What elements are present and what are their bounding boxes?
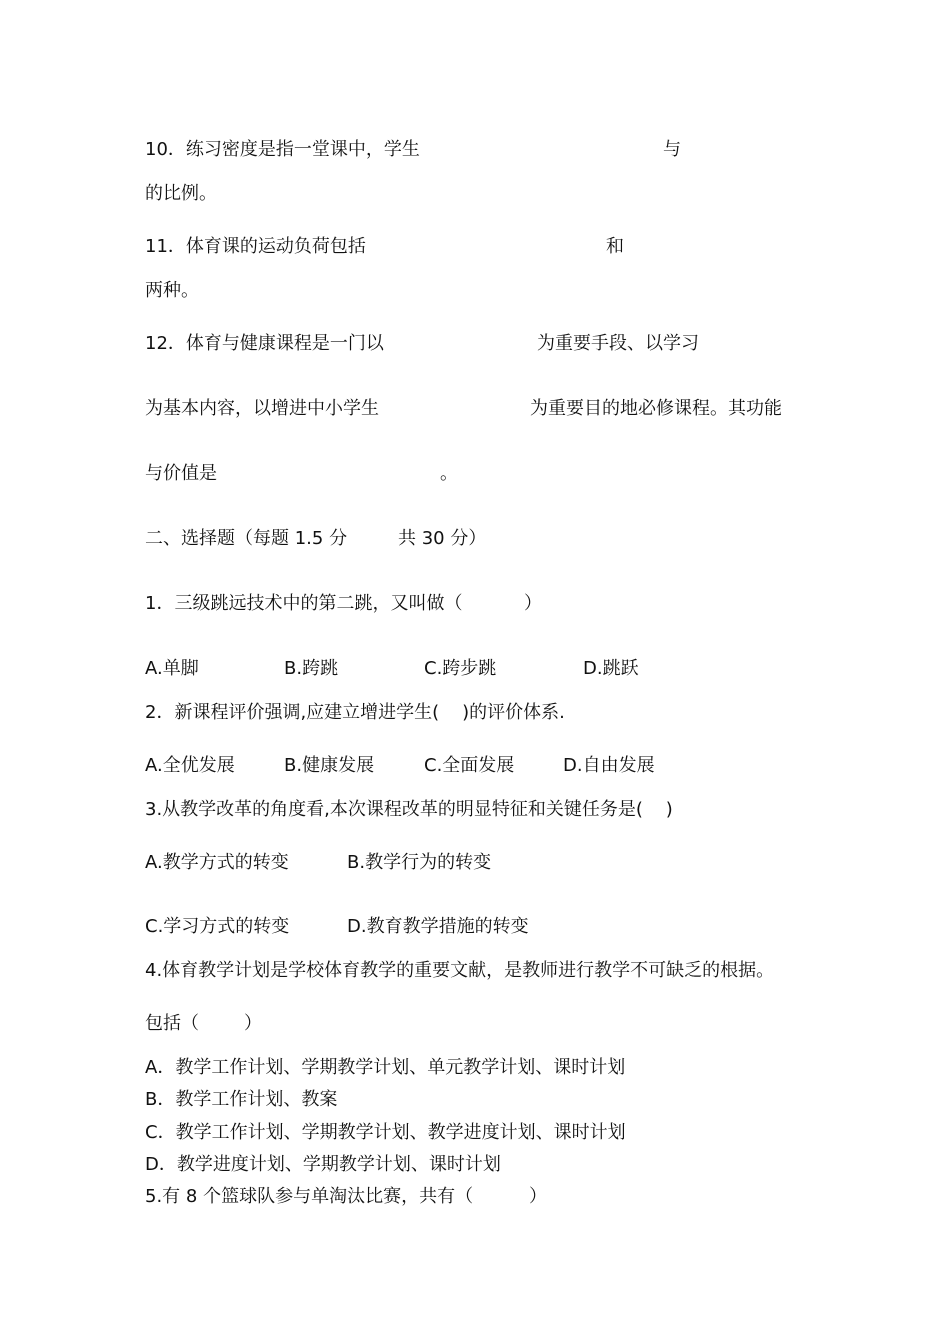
choice-q3-option-b: B.教学行为的转变 xyxy=(347,852,492,873)
choice-q2-option-a: A.全优发展 xyxy=(145,755,235,776)
choice-q4-stem: 4.体育教学计划是学校体育教学的重要文献，是教师进行教学不可缺乏的根据。 xyxy=(145,960,775,981)
choice-q2-option-d: D.自由发展 xyxy=(563,755,655,776)
choice-q1-option-b: B.跨跳 xyxy=(284,658,339,679)
choice-q3-option-d: D.教育教学措施的转变 xyxy=(347,916,529,937)
q12-line3a: 与价值是 xyxy=(145,463,217,484)
q12-line3b: 。 xyxy=(440,463,458,484)
q12-line1a: 12．体育与健康课程是一门以 xyxy=(145,333,384,354)
q12-line2b: 为重要目的地必修课程。其功能 xyxy=(530,398,782,419)
section2-total: 共 30 分） xyxy=(398,528,487,549)
q11-line1: 11．体育课的运动负荷包括 xyxy=(145,236,366,257)
q10-line1: 10．练习密度是指一堂课中，学生 xyxy=(145,139,420,160)
choice-q2-stem: 2．新课程评价强调,应建立增进学生( )的评价体系. xyxy=(145,702,565,723)
q10-line2: 的比例。 xyxy=(145,183,217,204)
choice-q1-option-d: D.跳跃 xyxy=(583,658,639,679)
choice-q4-close: ） xyxy=(244,1013,262,1034)
choice-q2-option-b: B.健康发展 xyxy=(284,755,375,776)
choice-q2-option-c: C.全面发展 xyxy=(424,755,515,776)
choice-q1-stem: 1．三级跳远技术中的第二跳，又叫做（ xyxy=(145,593,463,614)
choice-q5-stem: 5.有 8 个篮球队参与单淘汰比赛，共有（ xyxy=(145,1186,474,1207)
q12-line1b: 为重要手段、以学习 xyxy=(537,333,699,354)
choice-q4-option-b: B．教学工作计划、教案 xyxy=(145,1089,338,1110)
q11-connector: 和 xyxy=(606,236,624,257)
choice-q1-close: ） xyxy=(524,593,542,614)
choice-q1-option-c: C.跨步跳 xyxy=(424,658,497,679)
q11-line2: 两种。 xyxy=(145,280,199,301)
choice-q5-close: ） xyxy=(529,1186,547,1207)
choice-q1-option-a: A.单脚 xyxy=(145,658,199,679)
choice-q4-option-d: D．教学进度计划、学期教学计划、课时计划 xyxy=(145,1154,501,1175)
q10-connector: 与 xyxy=(663,139,681,160)
choice-q4-option-c: C．教学工作计划、学期教学计划、教学进度计划、课时计划 xyxy=(145,1122,626,1143)
choice-q3-stem: 3.从教学改革的角度看,本次课程改革的明显特征和关键任务是( ) xyxy=(145,799,673,820)
choice-q3-option-c: C.学习方式的转变 xyxy=(145,916,290,937)
section2-heading: 二、选择题（每题 1.5 分 xyxy=(145,528,348,549)
q12-line2a: 为基本内容，以增进中小学生 xyxy=(145,398,379,419)
choice-q4-option-a: A．教学工作计划、学期教学计划、单元教学计划、课时计划 xyxy=(145,1057,626,1078)
choice-q3-option-a: A.教学方式的转变 xyxy=(145,852,289,873)
choice-q4-stem2: 包括（ xyxy=(145,1013,199,1034)
